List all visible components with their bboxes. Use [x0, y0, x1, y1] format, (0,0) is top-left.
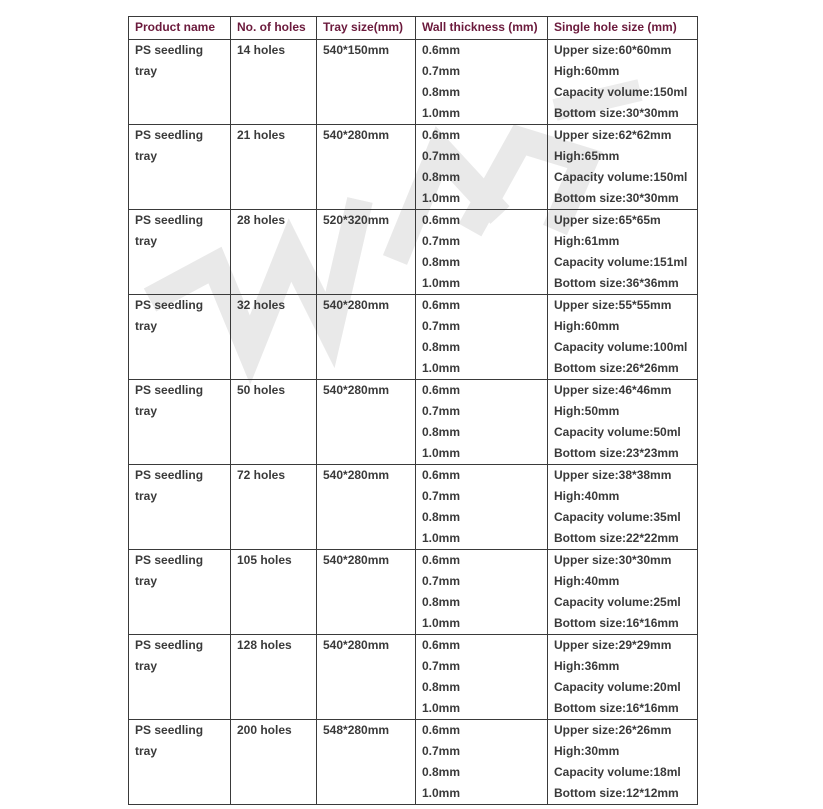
holes-value: 32 holes — [237, 298, 286, 312]
hole-size-line: High:36mm — [554, 659, 620, 673]
holes-value: 200 holes — [237, 723, 292, 737]
table-row — [129, 210, 698, 295]
hole-size-line: High:40mm — [554, 489, 620, 503]
wall-thickness-value: 0.8mm — [422, 340, 461, 354]
wall-thickness-value: 0.8mm — [422, 765, 461, 779]
hole-size-line: Bottom size:30*30mm — [554, 191, 679, 205]
product-name-line: PS seedling — [135, 383, 204, 397]
hole-size-line: High:60mm — [554, 319, 620, 333]
hole-size-cell — [548, 635, 698, 720]
product-name-cell — [129, 380, 231, 465]
product-name-line: tray — [135, 404, 158, 418]
tray-size-value: 548*280mm — [323, 723, 390, 737]
wall-thickness-value: 0.6mm — [422, 383, 461, 397]
tray-size-cell — [317, 720, 416, 805]
header-product-name: Product name — [129, 17, 231, 40]
holes-value: 105 holes — [237, 553, 292, 567]
hole-size-line: High:60mm — [554, 64, 620, 78]
wall-thickness-value: 0.7mm — [422, 489, 461, 503]
wall-thickness-cell — [416, 720, 548, 805]
table-header-row — [129, 17, 698, 40]
tray-size-value: 540*280mm — [323, 383, 390, 397]
wall-thickness-value: 1.0mm — [422, 361, 461, 375]
holes-value: 128 holes — [237, 638, 292, 652]
hole-size-line: Capacity volume:151ml — [554, 255, 688, 269]
hole-size-line: Bottom size:26*26mm — [554, 361, 679, 375]
product-name-cell — [129, 295, 231, 380]
holes-value: 28 holes — [237, 213, 286, 227]
hole-size-cell — [548, 550, 698, 635]
product-name-line: PS seedling — [135, 638, 204, 652]
product-name-line: tray — [135, 149, 158, 163]
wall-thickness-value: 0.6mm — [422, 128, 461, 142]
product-name-line: PS seedling — [135, 43, 204, 57]
wall-thickness-value: 0.6mm — [422, 638, 461, 652]
product-name-cell — [129, 465, 231, 550]
wall-thickness-cell — [416, 210, 548, 295]
wall-thickness-value: 0.7mm — [422, 149, 461, 163]
wall-thickness-value: 0.7mm — [422, 234, 461, 248]
holes-value: 50 holes — [237, 383, 286, 397]
hole-size-line: Bottom size:16*16mm — [554, 701, 679, 715]
hole-size-cell — [548, 295, 698, 380]
hole-size-line: Upper size:65*65m — [554, 213, 661, 227]
hole-size-line: Capacity volume:25ml — [554, 595, 681, 609]
wall-thickness-value: 1.0mm — [422, 786, 461, 800]
hole-size-line: Capacity volume:150ml — [554, 170, 688, 184]
hole-size-cell — [548, 210, 698, 295]
wall-thickness-value: 0.7mm — [422, 744, 461, 758]
product-name-line: tray — [135, 64, 158, 78]
wall-thickness-value: 1.0mm — [422, 106, 461, 120]
hole-size-line: High:61mm — [554, 234, 620, 248]
hole-size-cell — [548, 720, 698, 805]
holes-cell — [231, 720, 317, 805]
tray-size-value: 540*280mm — [323, 128, 390, 142]
tray-size-value: 520*320mm — [323, 213, 390, 227]
wall-thickness-value: 1.0mm — [422, 701, 461, 715]
product-name-cell — [129, 635, 231, 720]
wall-thickness-value: 0.6mm — [422, 298, 461, 312]
product-name-line: PS seedling — [135, 553, 204, 567]
product-name-line: PS seedling — [135, 128, 204, 142]
holes-cell — [231, 40, 317, 125]
hole-size-line: Bottom size:30*30mm — [554, 106, 679, 120]
hole-size-line: High:30mm — [554, 744, 620, 758]
wall-thickness-cell — [416, 550, 548, 635]
hole-size-line: Capacity volume:35ml — [554, 510, 681, 524]
holes-cell — [231, 210, 317, 295]
wall-thickness-value: 1.0mm — [422, 531, 461, 545]
holes-cell — [231, 295, 317, 380]
table-row — [129, 720, 698, 805]
hole-size-line: Capacity volume:150ml — [554, 85, 688, 99]
product-name-line: PS seedling — [135, 468, 204, 482]
wall-thickness-value: 0.8mm — [422, 85, 461, 99]
hole-size-cell — [548, 465, 698, 550]
hole-size-line: High:40mm — [554, 574, 620, 588]
hole-size-line: Bottom size:36*36mm — [554, 276, 679, 290]
wall-thickness-cell — [416, 125, 548, 210]
hole-size-line: Upper size:60*60mm — [554, 43, 672, 57]
product-spec-table — [128, 16, 698, 805]
hole-size-line: Upper size:38*38mm — [554, 468, 672, 482]
hole-size-cell — [548, 40, 698, 125]
wall-thickness-value: 0.8mm — [422, 170, 461, 184]
hole-size-line: Upper size:26*26mm — [554, 723, 672, 737]
table-row — [129, 465, 698, 550]
header-wall-thickness: Wall thickness (mm) — [416, 17, 548, 40]
product-name-cell — [129, 550, 231, 635]
tray-size-cell — [317, 210, 416, 295]
tray-size-cell — [317, 550, 416, 635]
product-name-cell — [129, 210, 231, 295]
wall-thickness-value: 1.0mm — [422, 616, 461, 630]
table-row — [129, 40, 698, 125]
wall-thickness-value: 0.6mm — [422, 43, 461, 57]
wall-thickness-value: 0.8mm — [422, 510, 461, 524]
tray-size-cell — [317, 635, 416, 720]
wall-thickness-value: 1.0mm — [422, 446, 461, 460]
wall-thickness-value: 0.8mm — [422, 680, 461, 694]
wall-thickness-value: 0.6mm — [422, 468, 461, 482]
header-single-hole-size: Single hole size (mm) — [548, 17, 698, 40]
hole-size-line: Capacity volume:18ml — [554, 765, 681, 779]
wall-thickness-value: 0.7mm — [422, 574, 461, 588]
hole-size-cell — [548, 125, 698, 210]
hole-size-line: Upper size:46*46mm — [554, 383, 672, 397]
tray-size-cell — [317, 465, 416, 550]
holes-value: 14 holes — [237, 43, 286, 57]
hole-size-line: Capacity volume:20ml — [554, 680, 681, 694]
table-row — [129, 125, 698, 210]
hole-size-line: Bottom size:16*16mm — [554, 616, 679, 630]
tray-size-cell — [317, 40, 416, 125]
hole-size-line: Upper size:55*55mm — [554, 298, 672, 312]
holes-value: 21 holes — [237, 128, 286, 142]
table-row — [129, 380, 698, 465]
wall-thickness-value: 0.6mm — [422, 553, 461, 567]
tray-size-cell — [317, 295, 416, 380]
header-tray-size: Tray size(mm) — [317, 17, 416, 40]
tray-size-value: 540*280mm — [323, 638, 390, 652]
table-row — [129, 635, 698, 720]
holes-cell — [231, 635, 317, 720]
hole-size-line: Bottom size:22*22mm — [554, 531, 679, 545]
tray-size-value: 540*280mm — [323, 553, 390, 567]
product-name-line: tray — [135, 489, 158, 503]
product-name-line: PS seedling — [135, 723, 204, 737]
tray-size-value: 540*150mm — [323, 43, 390, 57]
product-name-line: PS seedling — [135, 298, 204, 312]
hole-size-line: High:65mm — [554, 149, 620, 163]
product-name-line: tray — [135, 319, 158, 333]
product-name-cell — [129, 125, 231, 210]
wall-thickness-cell — [416, 40, 548, 125]
product-name-line: PS seedling — [135, 213, 204, 227]
tray-size-cell — [317, 125, 416, 210]
holes-cell — [231, 380, 317, 465]
tray-size-value: 540*280mm — [323, 468, 390, 482]
wall-thickness-cell — [416, 380, 548, 465]
hole-size-line: Upper size:62*62mm — [554, 128, 672, 142]
wall-thickness-cell — [416, 295, 548, 380]
wall-thickness-value: 0.6mm — [422, 213, 461, 227]
wall-thickness-value: 0.6mm — [422, 723, 461, 737]
header-no-of-holes: No. of holes — [231, 17, 317, 40]
tray-size-value: 540*280mm — [323, 298, 390, 312]
hole-size-line: Bottom size:23*23mm — [554, 446, 679, 460]
hole-size-line: Capacity volume:100ml — [554, 340, 688, 354]
wall-thickness-value: 0.7mm — [422, 319, 461, 333]
holes-value: 72 holes — [237, 468, 286, 482]
product-name-line: tray — [135, 234, 158, 248]
hole-size-line: Upper size:30*30mm — [554, 553, 672, 567]
hole-size-cell — [548, 380, 698, 465]
holes-cell — [231, 465, 317, 550]
product-name-line: tray — [135, 744, 158, 758]
hole-size-line: Bottom size:12*12mm — [554, 786, 679, 800]
hole-size-line: Upper size:29*29mm — [554, 638, 672, 652]
wall-thickness-value: 1.0mm — [422, 276, 461, 290]
product-name-line: tray — [135, 659, 158, 673]
table-row — [129, 295, 698, 380]
wall-thickness-value: 0.8mm — [422, 255, 461, 269]
table-row — [129, 550, 698, 635]
wall-thickness-cell — [416, 635, 548, 720]
product-name-cell — [129, 40, 231, 125]
hole-size-line: Capacity volume:50ml — [554, 425, 681, 439]
hole-size-line: High:50mm — [554, 404, 620, 418]
wall-thickness-value: 0.7mm — [422, 64, 461, 78]
product-name-cell — [129, 720, 231, 805]
wall-thickness-value: 0.7mm — [422, 659, 461, 673]
wall-thickness-value: 0.8mm — [422, 595, 461, 609]
product-name-line: tray — [135, 574, 158, 588]
wall-thickness-value: 0.8mm — [422, 425, 461, 439]
holes-cell — [231, 550, 317, 635]
tray-size-cell — [317, 380, 416, 465]
wall-thickness-value: 1.0mm — [422, 191, 461, 205]
holes-cell — [231, 125, 317, 210]
wall-thickness-value: 0.7mm — [422, 404, 461, 418]
wall-thickness-cell — [416, 465, 548, 550]
